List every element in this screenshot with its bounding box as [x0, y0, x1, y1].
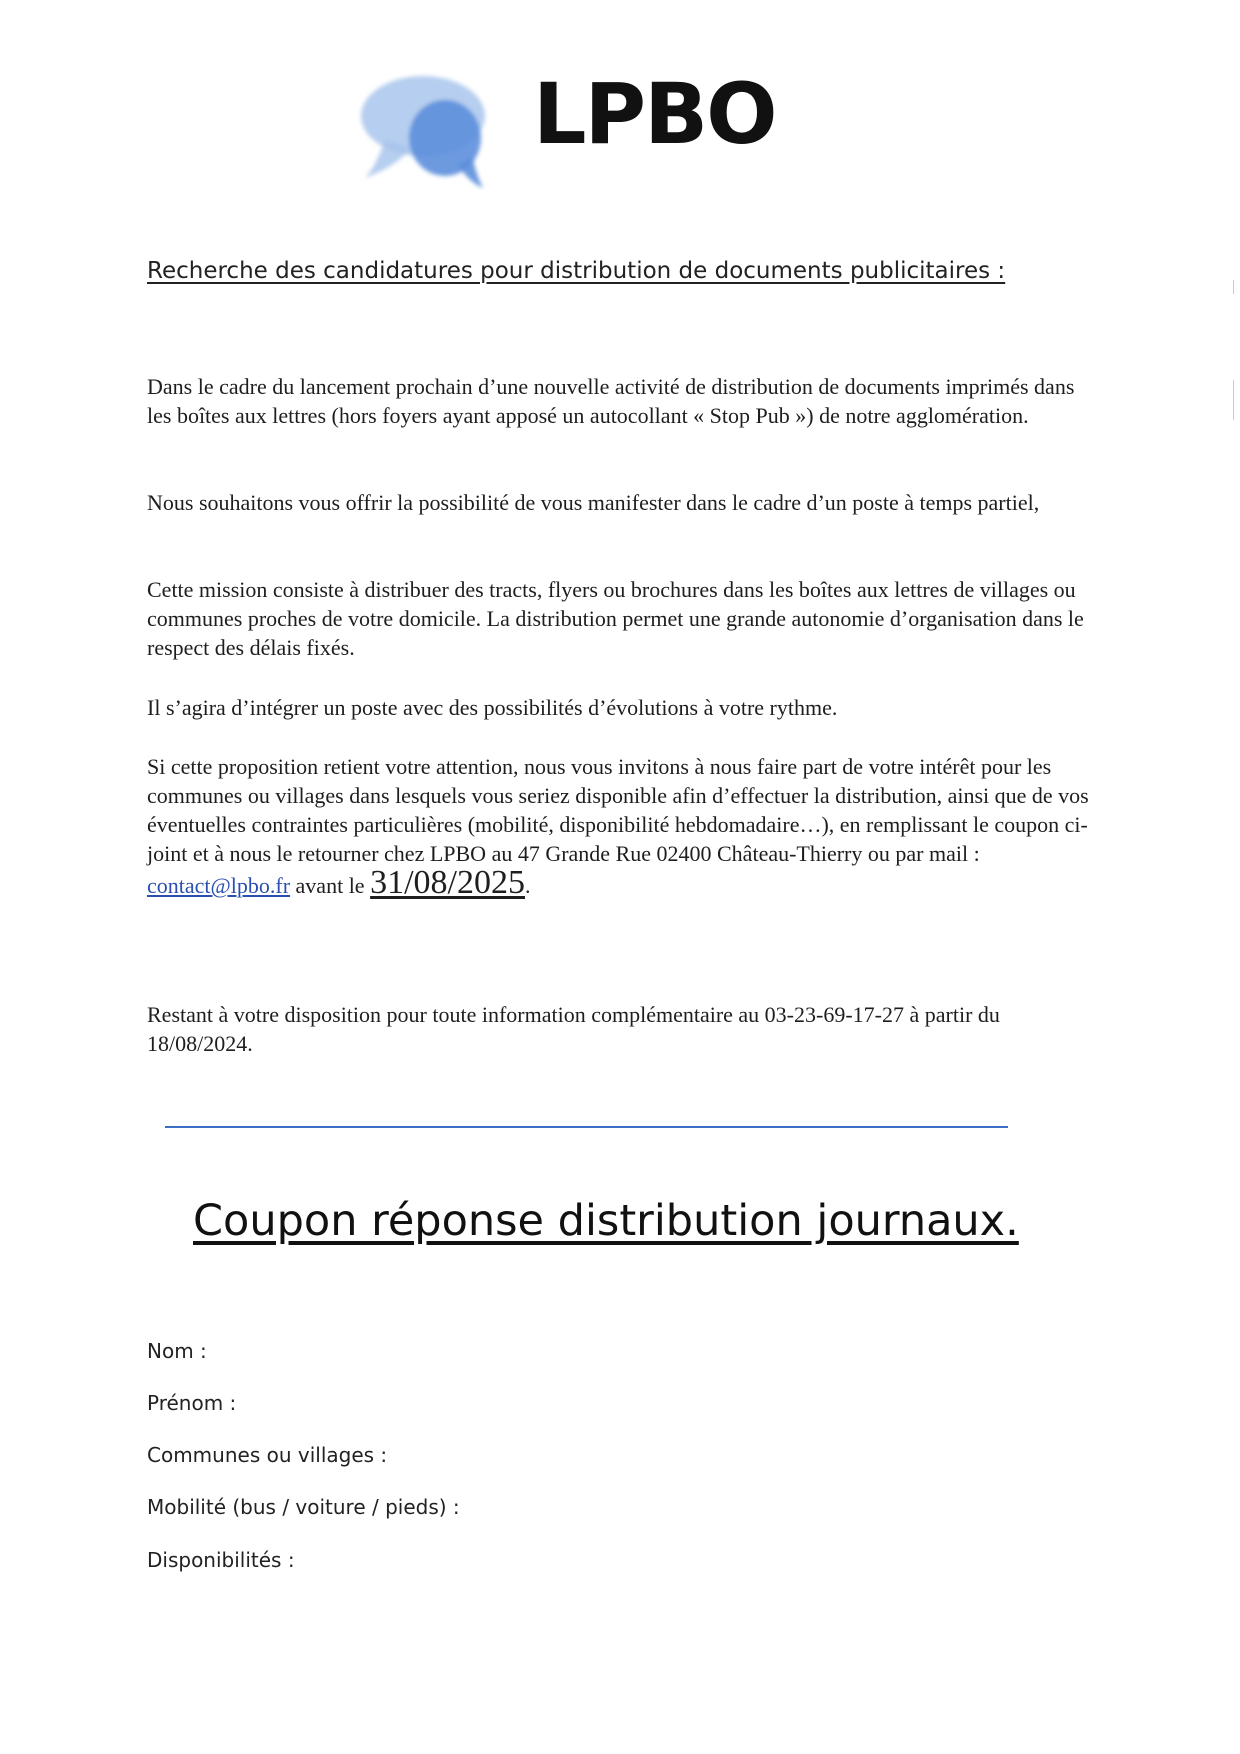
paragraph-contact: Restant à votre disposition pour toute information complémentaire au 03-23-69-17-27 à partir du 18/08/2024.	[147, 1002, 1000, 1056]
recruitment-heading: Recherche des candidatures pour distribution de documents publicitaires :	[147, 258, 1006, 284]
instructions-text: Si cette proposition retient votre attention, nous vous invitons à nous faire part de votre intérêt pour les communes ou villages dans lesquels vous seriez disponible afin d’effectuer la distribution, ainsi que de vos éventuelles contraintes particulières (mobilité, disponibilité hebdomadaire…), en remplissant le coupon ci- joint et à nous le retourner chez LPBO au 47 Grande Rue 02400 Château-Thierry ou par mail :	[147, 754, 1089, 866]
field-label-nom: Nom :	[147, 1339, 207, 1363]
paragraph-context: Dans le cadre du lancement prochain d’une nouvelle activité de distribution de documents imprimés dans les boîtes aux lettres (hors foyers ayant apposé un autocollant « Stop Pub ») de notre agglomération.	[147, 374, 1075, 428]
lpbo-logo	[345, 60, 805, 190]
logo-text: LPBO	[533, 65, 776, 163]
field-label-disponibilites: Disponibilités :	[147, 1548, 295, 1572]
scan-edge-mark	[1233, 380, 1234, 420]
paragraph-instructions	[147, 752, 1097, 900]
cut-separator-line	[165, 1126, 1008, 1128]
before-deadline-text: avant le	[290, 873, 371, 898]
field-label-communes: Communes ou villages :	[147, 1443, 388, 1467]
paragraph-mission: Cette mission consiste à distribuer des tracts, flyers ou brochures dans les boîtes aux lettres de villages ou communes proches de votre domicile. La distribution permet une grande autonomie d’organisation dans le respect des délais fixés.	[147, 577, 1084, 660]
paragraph-evolution: Il s’agira d’intégrer un poste avec des possibilités d’évolutions à votre rythme.	[147, 695, 838, 720]
coupon-title: Coupon réponse distribution journaux.	[193, 1196, 1019, 1246]
paragraph-offer: Nous souhaitons vous offrir la possibilité de vous manifester dans le cadre d’un poste à temps partiel,	[147, 490, 1040, 515]
field-label-prenom: Prénom :	[147, 1391, 237, 1415]
speech-bubbles-icon	[345, 60, 525, 190]
scan-edge-mark	[1233, 280, 1234, 294]
field-label-mobilite: Mobilité (bus / voiture / pieds) :	[147, 1495, 460, 1519]
deadline-date: 31/08/2025	[370, 864, 525, 901]
sentence-end: .	[524, 873, 531, 898]
contact-email-link[interactable]: contact@lpbo.fr	[147, 873, 291, 898]
